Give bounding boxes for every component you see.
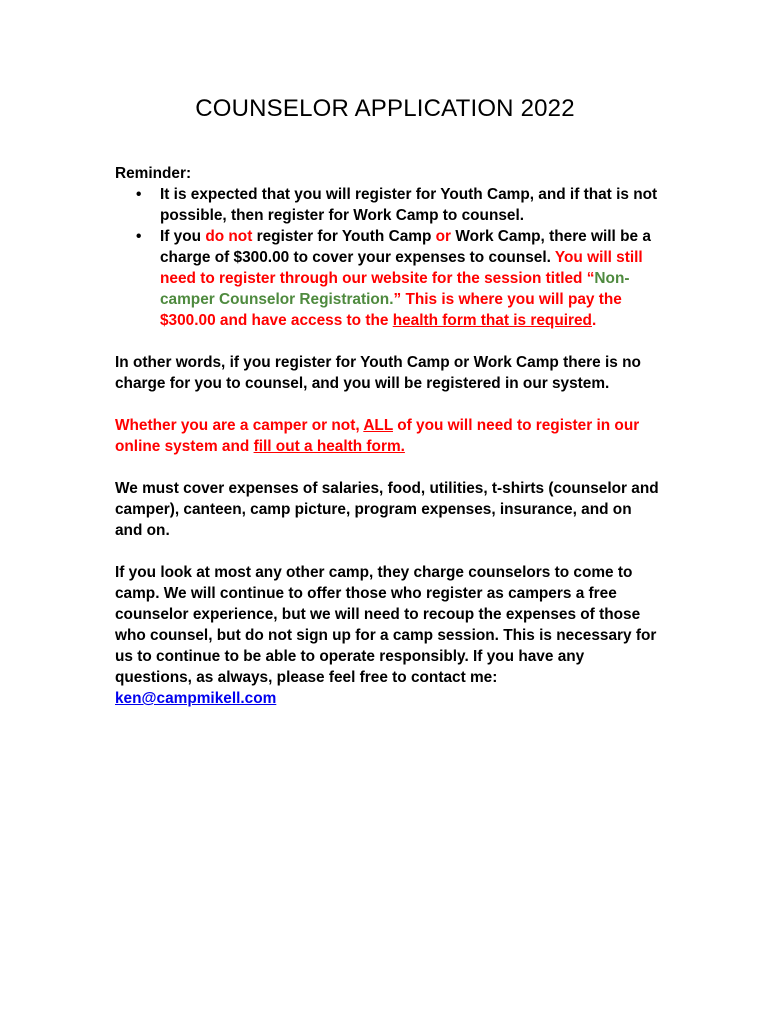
charge-text-3: Work Camp, there will be a charge of $300.00 to cover your expenses to counsel. <box>160 228 651 266</box>
fill-health-form-text: fill out a health form. <box>253 438 405 455</box>
document-title: COUNSELOR APPLICATION 2022 <box>195 95 575 122</box>
document-body <box>115 163 660 709</box>
reminder-item-charge <box>160 226 660 331</box>
whether-text-2: of you will need to register in our online system and <box>115 417 640 455</box>
whether-text-1: Whether you are a camper or not, <box>115 417 364 434</box>
other-camps-text: If you look at most any other camp, they charge counselors to come to camp. We will continue to offer those who register as campers a free counselor experience, but we will need to recoup the expenses of those who counsel, but do not sign up for a camp session. This is necessary for us to continue to be able to operate responsibly. If you have any questions, as always, please feel free to contact me: <box>115 564 657 686</box>
session-title: Non-camper Counselor Registration. <box>160 270 630 308</box>
paragraph-expenses: We must cover expenses of salaries, food, utilities, t-shirts (counselor and camper), canteen, camp picture, program expenses, insurance, and on and on. <box>115 480 659 539</box>
do-not-emphasis: do not <box>205 228 253 245</box>
reminder-list <box>115 184 660 331</box>
reminder-item-register-text: It is expected that you will register for Youth Camp, and if that is not possible, then register for Work Camp to counsel. <box>160 186 658 224</box>
health-form-required-text: health form that is required <box>392 312 592 329</box>
paragraph-other-words: In other words, if you register for Youth Camp or Work Camp there is no charge for you to counsel, and you will be registered in our system. <box>115 354 641 392</box>
payment-notice: ” This is where you will pay the $300.00 and have access to the <box>160 291 622 329</box>
paragraph-other-camps <box>115 562 660 709</box>
charge-text-1: If you <box>160 228 206 245</box>
reminder-label: Reminder: <box>115 165 192 182</box>
register-website-notice: You will still need to register through our website for the session titled “ <box>160 249 643 287</box>
reminder-item-register <box>160 184 660 226</box>
or-emphasis: or <box>435 228 452 245</box>
charge-text-2: register for Youth Camp <box>252 228 436 245</box>
all-emphasis: ALL <box>363 417 393 434</box>
period-text: . <box>591 312 597 329</box>
contact-email-link[interactable]: ken@campmikell.com <box>115 690 277 707</box>
paragraph-whether <box>115 415 660 457</box>
